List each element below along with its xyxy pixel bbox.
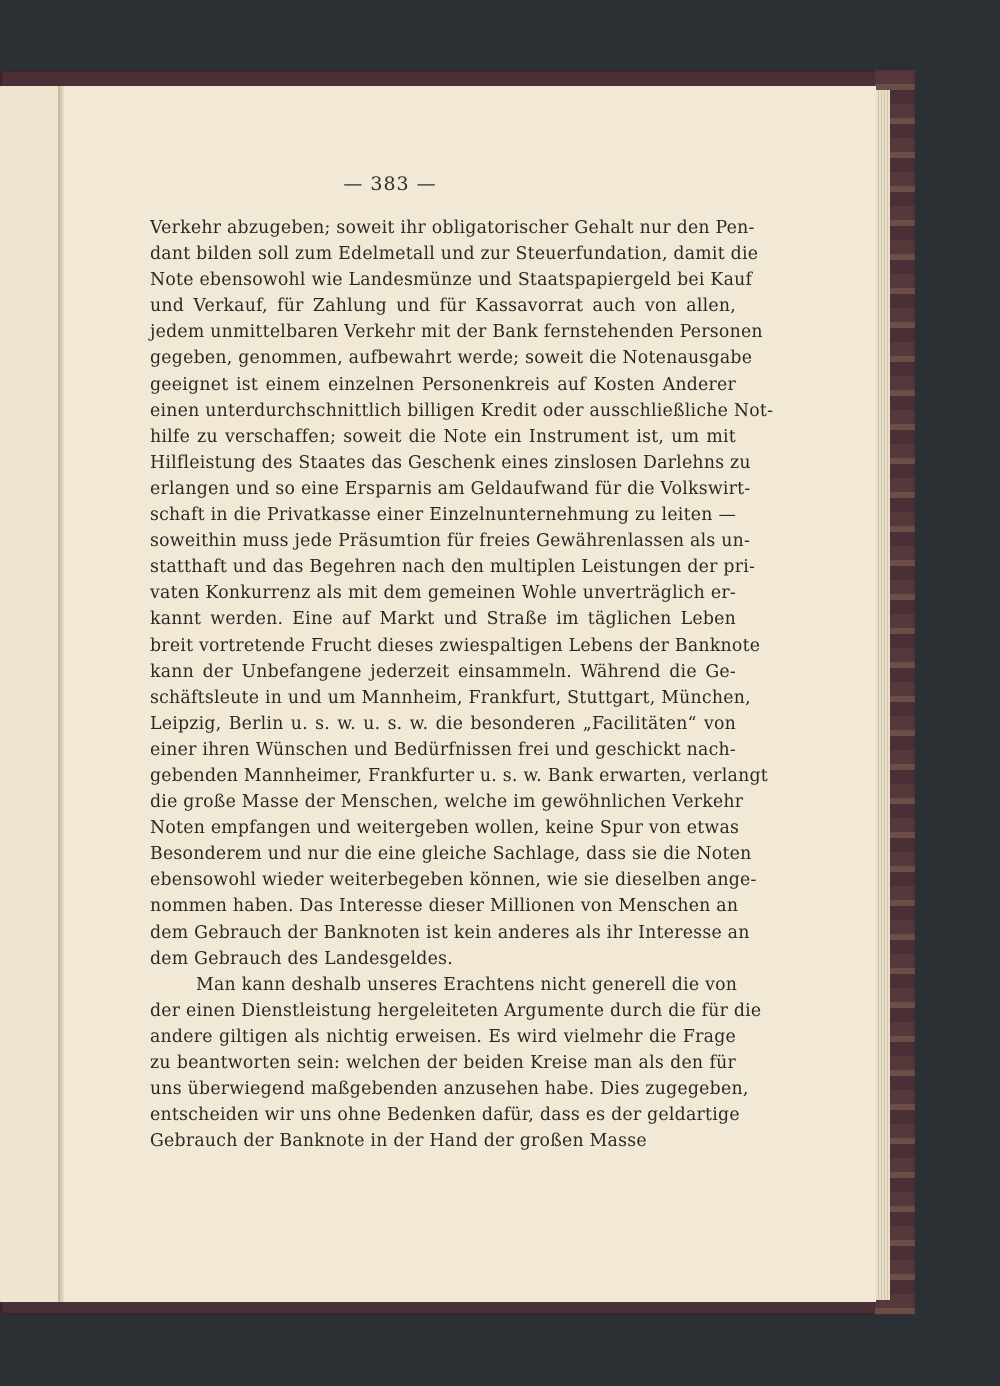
page-number: — 383 — [343,173,437,195]
page-stack-edges [876,90,890,1300]
text-line: Hilfleistung des Staates das Geschenk eines zinslosen Darlehns zu [150,452,751,473]
left-page-edge [0,86,59,1302]
text-line: nommen haben. Das Interesse dieser Millionen von Menschen an [150,896,739,917]
text-line: geeignet ist einem einzelnen Personenkreis auf Kosten Anderer [150,374,736,395]
page-text [150,215,774,1154]
text-line: uns überwiegend maßgebenden anzusehen habe. Dies zugegeben, [150,1079,749,1100]
text-line: die große Masse der Menschen, welche im gewöhnlichen Verkehr [150,792,744,813]
text-line: dem Gebrauch der Banknoten ist kein anderes als ihr Interesse an [150,922,750,943]
text-line: dem Gebrauch des Landesgeldes. [150,948,453,969]
text-line: breit vortretende Frucht dieses zwiespaltigen Lebens der Banknote [150,635,761,656]
text-line: statthaft und das Begehren nach den multiplen Leistungen der pri- [150,557,756,578]
text-line: Noten empfangen und weitergeben wollen, keine Spur von etwas [150,818,740,839]
text-line: jedem unmittelbaren Verkehr mit der Bank fernstehenden Personen [150,322,763,343]
text-line: gegeben, genommen, aufbewahrt werde; soweit die Notenausgabe [150,348,753,369]
text-line: einer ihren Wünschen und Bedürfnissen frei und geschickt nach- [150,739,736,760]
text-line: einen unterdurchschnittlich billigen Kredit oder ausschließliche Not- [150,400,774,421]
text-line: soweithin muss jede Präsumtion für freies Gewährenlassen als un- [150,531,751,552]
text-line: kannt werden. Eine auf Markt und Straße im täglichen Leben [150,609,736,630]
text-line: hilfe zu verschaffen; soweit die Note ein Instrument ist, um mit [150,426,736,447]
text-line: vaten Konkurrenz als mit dem gemeinen Wohle unverträglich er- [150,583,736,604]
text-line: Besonderem und nur die eine gleiche Sachlage, dass sie die Noten [150,844,752,865]
text-line: Gebrauch der Banknote in der Hand der großen Masse [150,1131,647,1152]
text-line: zu beantworten sein: welchen der beiden Kreise man als den für [150,1053,736,1073]
text-line: schaft in die Privatkasse einer Einzelnunternehmung zu leiten — [150,505,736,526]
text-line: und Verkauf, für Zahlung und für Kassavorrat auch von allen, [150,296,736,317]
text-line: Verkehr abzugeben; soweit ihr obligatorischer Gehalt nur den Pen- [150,218,755,238]
text-line: ebensowohl wieder weiterbegeben können, wie sie dieselben ange- [150,870,757,891]
text-line: schäftsleute in und um Mannheim, Frankfurt, Stuttgart, München, [150,687,751,708]
text-line: erlangen und so eine Ersparnis am Geldaufwand für die Volkswirt- [150,478,751,499]
text-line: kann der Unbefangene jederzeit einsammeln. Während die Ge- [150,661,736,682]
text-line: der einen Dienstleistung hergeleiteten Argumente durch die für die [150,1000,762,1021]
text-line: andere giltigen als nichtig erweisen. Es wird vielmehr die Frage [150,1026,736,1047]
paragraph [150,215,774,972]
text-line: gebenden Mannheimer, Frankfurter u. s. w. Bank erwarten, verlangt [150,765,768,786]
text-line: entscheiden wir uns ohne Bedenken dafür, dass es der geldartige [150,1105,740,1126]
text-line: Note ebensowohl wie Landesmünze und Staatspapiergeld bei Kauf [150,270,753,291]
text-line: Leipzig, Berlin u. s. w. u. s. w. die besonderen „Facilitäten“ von [150,713,736,734]
text-line: dant bilden soll zum Edelmetall und zur Steuerfundation, damit die [150,244,759,265]
text-line: Man kann deshalb unseres Erachtens nicht generell die von [196,974,738,995]
paragraph [150,972,762,1155]
